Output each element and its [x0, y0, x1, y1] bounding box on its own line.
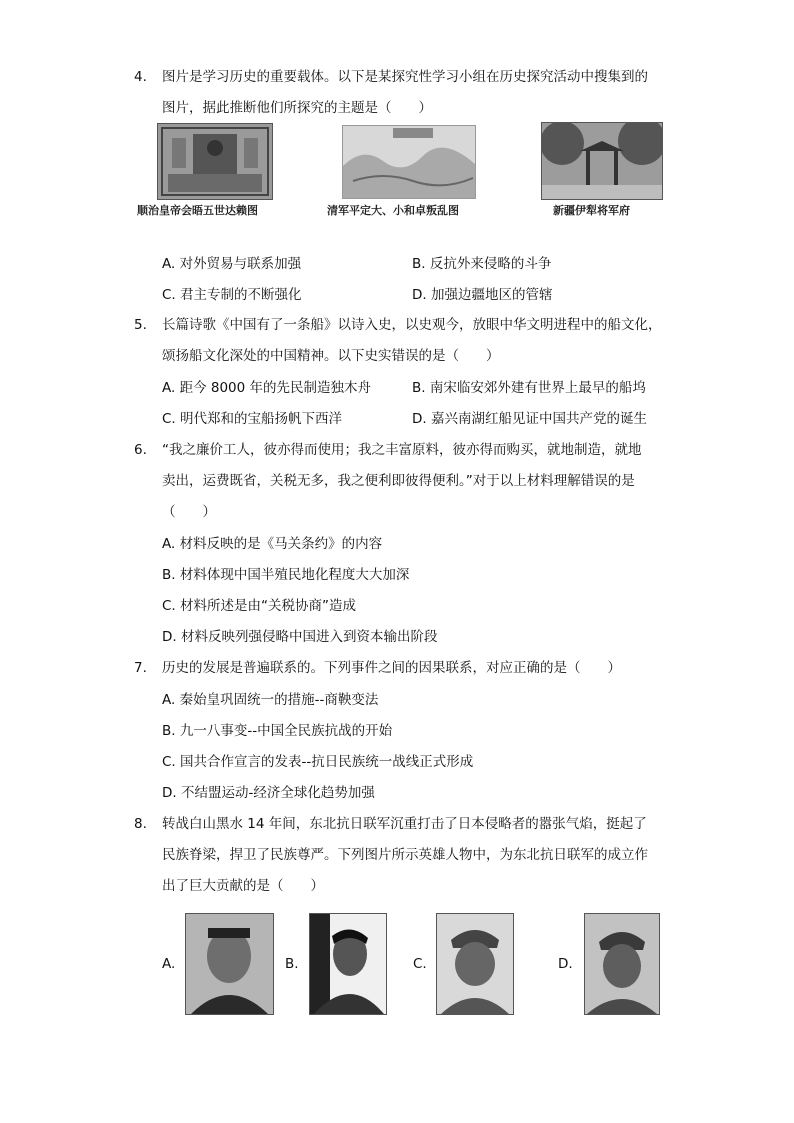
- question-7: [136, 653, 696, 684]
- question-6: [136, 435, 696, 528]
- question-stem-line: （ ）: [162, 504, 216, 520]
- option-a: A. 秦始皇巩固统一的措施--商鞅变法: [162, 692, 379, 708]
- option-b: B. 南宋临安郊外建有世界上最早的船坞: [412, 380, 646, 396]
- question-4: [136, 62, 696, 124]
- question-number: 6.: [134, 442, 147, 458]
- option-c: C. 明代郑和的宝船扬帆下西洋: [162, 411, 343, 427]
- option-c: C. 君主专制的不断强化: [162, 287, 302, 303]
- option-d-label: D.: [558, 956, 573, 972]
- portrait-photo-c: [436, 913, 514, 1015]
- picture-caption: 新疆伊犁将军府: [553, 204, 630, 217]
- picture-caption: 清军平定大、小和卓叛乱图: [327, 204, 459, 217]
- question-stem-line: 历史的发展是普遍联系的。下列事件之间的因果联系，对应正确的是（ ）: [162, 660, 621, 676]
- question-stem-line: 转战白山黑水 14 年间，东北抗日联军沉重打击了日本侵略者的嚣张气焰，挺起了: [162, 816, 647, 832]
- picture-shunzhi-meets-dalai: [157, 123, 273, 200]
- option-c: C. 国共合作宣言的发表--抗日民族统一战线正式形成: [162, 754, 474, 770]
- option-b-label: B.: [285, 956, 299, 972]
- option-b: B. 材料体现中国半殖民地化程度大大加深: [162, 567, 410, 583]
- option-b: B. 反抗外来侵略的斗争: [412, 256, 552, 272]
- picture-caption: 顺治皇帝会晤五世达赖图: [137, 204, 258, 217]
- question-stem-line: 出了巨大贡献的是（ ）: [162, 878, 324, 894]
- option-d: D. 嘉兴南湖红船见证中国共产党的诞生: [412, 411, 647, 427]
- option-d: D. 加强边疆地区的管辖: [412, 287, 553, 303]
- question-stem-line: “我之廉价工人，彼亦得而使用；我之丰富原料，彼亦得而购买，就地制造，就地: [162, 442, 642, 458]
- option-d: D. 不结盟运动-经济全球化趋势加强: [162, 785, 375, 801]
- portrait-photo-d: [584, 913, 660, 1015]
- option-a-label: A.: [162, 956, 176, 972]
- question-number: 4.: [134, 69, 147, 85]
- picture-yili-general-mansion: [541, 122, 663, 200]
- question-8: [136, 809, 696, 902]
- question-stem-line: 长篇诗歌《中国有了一条船》以诗入史，以史观今，放眼中华文明进程中的船文化，: [162, 317, 662, 333]
- question-5: [136, 310, 708, 372]
- picture-qing-army-campaign: [342, 125, 476, 199]
- portrait-photo-a: [185, 913, 274, 1015]
- question-stem-line: 图片，据此推断他们所探究的主题是（ ）: [162, 100, 432, 116]
- question-stem-line: 民族脊梁，捍卫了民族尊严。下列图片所示英雄人物中，为东北抗日联军的成立作: [162, 847, 648, 863]
- option-a: A. 对外贸易与联系加强: [162, 256, 302, 272]
- question-stem-line: 卖出，运费既省，关税无多，我之便利即彼得便利。”对于以上材料理解错误的是: [162, 473, 635, 489]
- question-number: 8.: [134, 816, 147, 832]
- portrait-photo-b: [309, 913, 387, 1015]
- option-d: D. 材料反映列强侵略中国进入到资本输出阶段: [162, 629, 438, 645]
- option-a: A. 材料反映的是《马关条约》的内容: [162, 536, 383, 552]
- option-c-label: C.: [413, 956, 427, 972]
- option-c: C. 材料所述是由“关税协商”造成: [162, 598, 356, 614]
- question-number: 5.: [134, 317, 147, 333]
- option-b: B. 九一八事变--中国全民族抗战的开始: [162, 723, 393, 739]
- question-number: 7.: [134, 660, 147, 676]
- question-stem-line: 颂扬船文化深处的中国精神。以下史实错误的是（ ）: [162, 348, 500, 364]
- question-stem-line: 图片是学习历史的重要载体。以下是某探究性学习小组在历史探究活动中搜集到的: [162, 69, 648, 85]
- option-a: A. 距今 8000 年的先民制造独木舟: [162, 380, 372, 396]
